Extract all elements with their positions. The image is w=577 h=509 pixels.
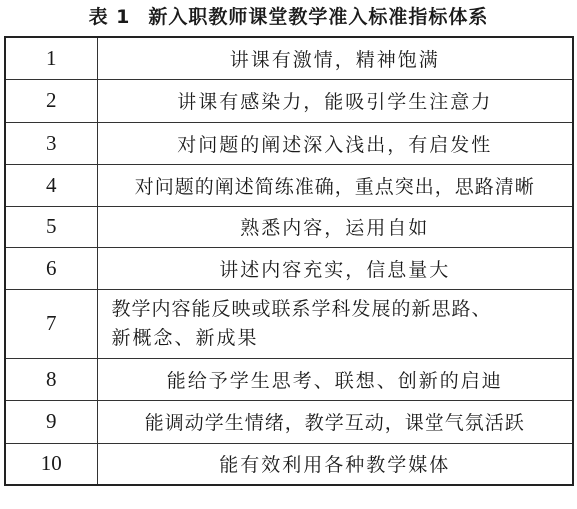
row-number: 1: [5, 37, 97, 79]
table-row: [5, 443, 573, 485]
table-row: [5, 79, 573, 122]
row-number: 3: [5, 122, 97, 164]
table-row: [5, 164, 573, 206]
row-criterion: 能给予学生思考、联想、创新的启迪: [97, 358, 573, 400]
row-criterion: 熟悉内容，运用自如: [97, 206, 573, 247]
row-criterion: 讲课有感染力，能吸引学生注意力: [97, 79, 573, 122]
row-number: 7: [5, 289, 97, 358]
row-criterion: 讲述内容充实，信息量大: [97, 247, 573, 289]
row-criterion-line: 新概念、新成果: [111, 326, 259, 349]
criteria-table: [4, 36, 574, 486]
table-label: 表 1: [88, 6, 131, 28]
row-criterion: 对问题的阐述深入浅出，有启发性: [97, 122, 573, 164]
table-row: [5, 37, 573, 79]
table-title: 新入职教师课堂教学准入标准指标体系: [148, 6, 489, 28]
row-number: 9: [5, 400, 97, 443]
row-number: 6: [5, 247, 97, 289]
row-criterion: 能调动学生情绪，教学互动，课堂气氛活跃: [97, 400, 573, 443]
row-criterion-line: 教学内容能反映或联系学科发展的新思路、: [111, 297, 492, 320]
row-criterion: 讲课有激情，精神饱满: [97, 37, 573, 79]
table-row: [5, 358, 573, 400]
table-caption: [0, 0, 577, 34]
row-criterion: [97, 289, 573, 358]
row-number: 4: [5, 164, 97, 206]
row-number: 10: [5, 443, 97, 485]
table-row: [5, 289, 573, 358]
row-criterion: 对问题的阐述简练准确，重点突出，思路清晰: [97, 164, 573, 206]
table-row: [5, 400, 573, 443]
row-number: 2: [5, 79, 97, 122]
row-number: 5: [5, 206, 97, 247]
table-row: [5, 247, 573, 289]
row-number: 8: [5, 358, 97, 400]
table-row: [5, 122, 573, 164]
table-row: [5, 206, 573, 247]
row-criterion: 能有效利用各种教学媒体: [97, 443, 573, 485]
